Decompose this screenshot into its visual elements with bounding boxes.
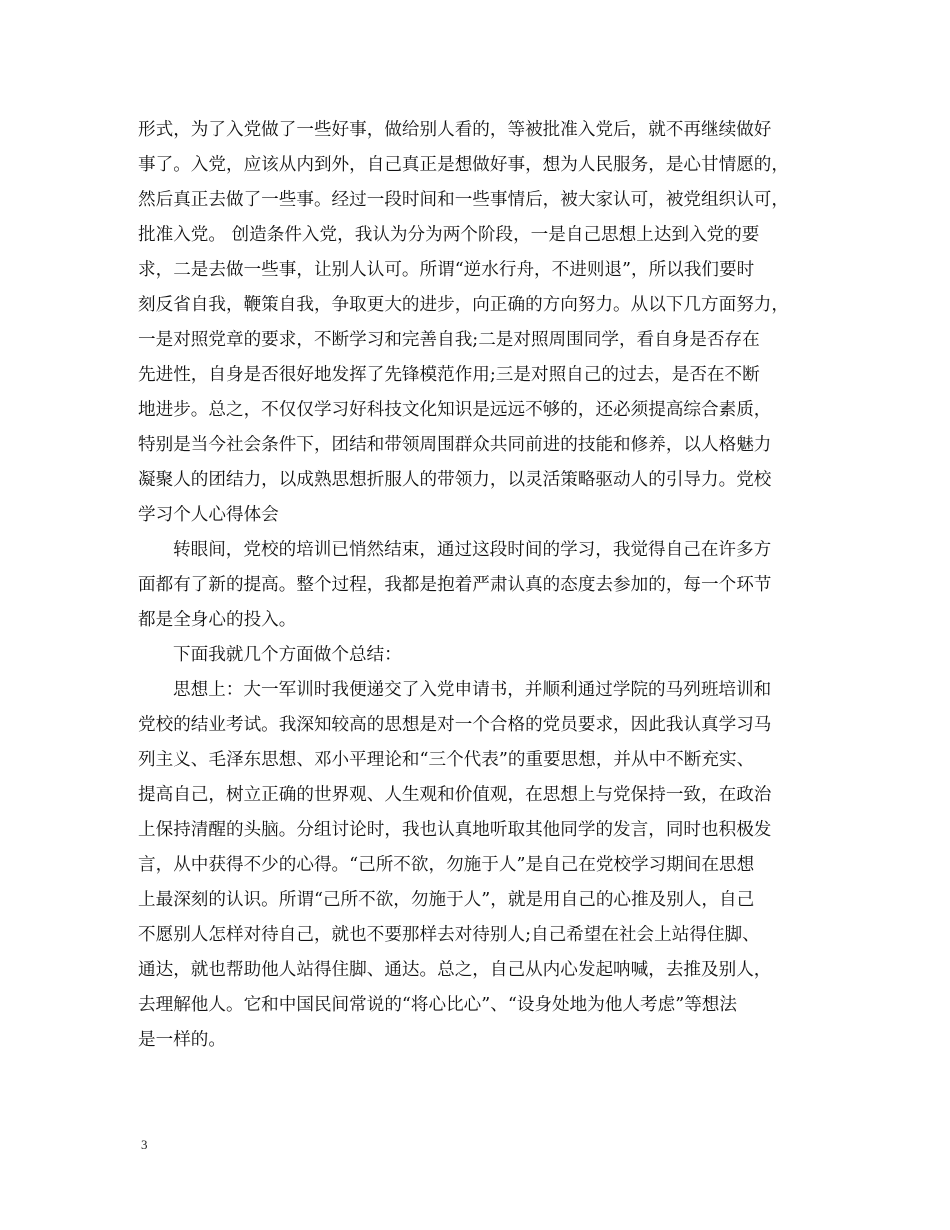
page-number: 3 bbox=[141, 1137, 148, 1152]
text-line: 提高自己，树立正确的世界观、人生观和价值观，在思想上与党保持一致，在政治 bbox=[138, 785, 772, 805]
text-line: 上最深刻的认识。所谓“己所不欲，勿施于人”，就是用自己的心推及别人，自己 bbox=[138, 890, 755, 910]
text-line: 去理解他人。它和中国民间常说的“将心比心”、“设身处地为他人考虑”等想法 bbox=[138, 995, 737, 1015]
text-line: 特别是当今社会条件下，团结和带领周围群众共同前进的技能和修养，以人格魅力 bbox=[138, 435, 772, 455]
text-line: 一是对照党章的要求，不断学习和完善自我;二是对照周围同学，看自身是否存在 bbox=[138, 330, 760, 350]
text-line: 先进性，自身是否很好地发挥了先锋模范作用;三是对照自己的过去，是否在不断 bbox=[138, 365, 760, 385]
text-line: 党校的结业考试。我深知较高的思想是对一个合格的党员要求，因此我认真学习马 bbox=[138, 715, 772, 735]
text-line: 刻反省自我，鞭策自我，争取更大的进步，向正确的方向努力。从以下几方面努力， bbox=[138, 295, 789, 315]
text-line: 求，二是去做一些事，让别人认可。所谓“逆水行舟，不进则退”，所以我们要时 bbox=[138, 260, 755, 280]
text-line: 面都有了新的提高。整个过程，我都是抱着严肃认真的态度去参加的，每一个环节 bbox=[138, 575, 772, 595]
text-line: 不愿别人怎样对待自己，就也不要那样去对待别人;自己希望在社会上站得住脚、 bbox=[138, 925, 760, 945]
text-line: 然后真正去做了一些事。经过一段时间和一些事情后，被大家认可，被党组织认可， bbox=[138, 190, 789, 210]
text-line: 列主义、毛泽东思想、邓小平理论和“三个代表”的重要思想，并从中不断充实、 bbox=[138, 750, 755, 770]
text-line: 地进步。总之，不仅仅学习好科技文化知识是远远不够的，还必须提高综合素质， bbox=[138, 400, 772, 420]
text-line: 学习个人心得体会 bbox=[138, 505, 279, 525]
text-line: 都是全身心的投入。 bbox=[138, 610, 297, 630]
text-line: 通达，就也帮助他人站得住脚、通达。总之，自己从内心发起呐喊，去推及别人， bbox=[138, 960, 772, 980]
text-line: 凝聚人的团结力，以成熟思想折服人的带领力，以灵活策略驱动人的引导力。党校 bbox=[138, 470, 772, 490]
text-line: 上保持清醒的头脑。分组讨论时，我也认真地听取其他同学的发言，同时也积极发 bbox=[138, 820, 772, 840]
text-line: 事了。入党，应该从内到外，自己真正是想做好事，想为人民服务，是心甘情愿的， bbox=[138, 155, 789, 175]
paragraph-start-line: 思想上：大一军训时我便递交了入党申请书，并顺利通过学院的马列班培训和 bbox=[173, 680, 772, 700]
paragraph-start-line: 下面我就几个方面做个总结： bbox=[173, 645, 402, 665]
text-line: 批准入党。 创造条件入党，我认为分为两个阶段，一是自己思想上达到入党的要 bbox=[138, 225, 760, 245]
text-line: 形式，为了入党做了一些好事，做给别人看的，等被批准入党后，就不再继续做好 bbox=[138, 120, 772, 140]
paragraph-start-line: 转眼间，党校的培训已悄然结束，通过这段时间的学习，我觉得自己在许多方 bbox=[173, 540, 772, 560]
text-line: 是一样的。 bbox=[138, 1030, 226, 1050]
body-text bbox=[138, 113, 828, 1058]
text-line: 言，从中获得不少的心得。“己所不欲，勿施于人”是自己在党校学习期间在思想 bbox=[138, 855, 755, 875]
